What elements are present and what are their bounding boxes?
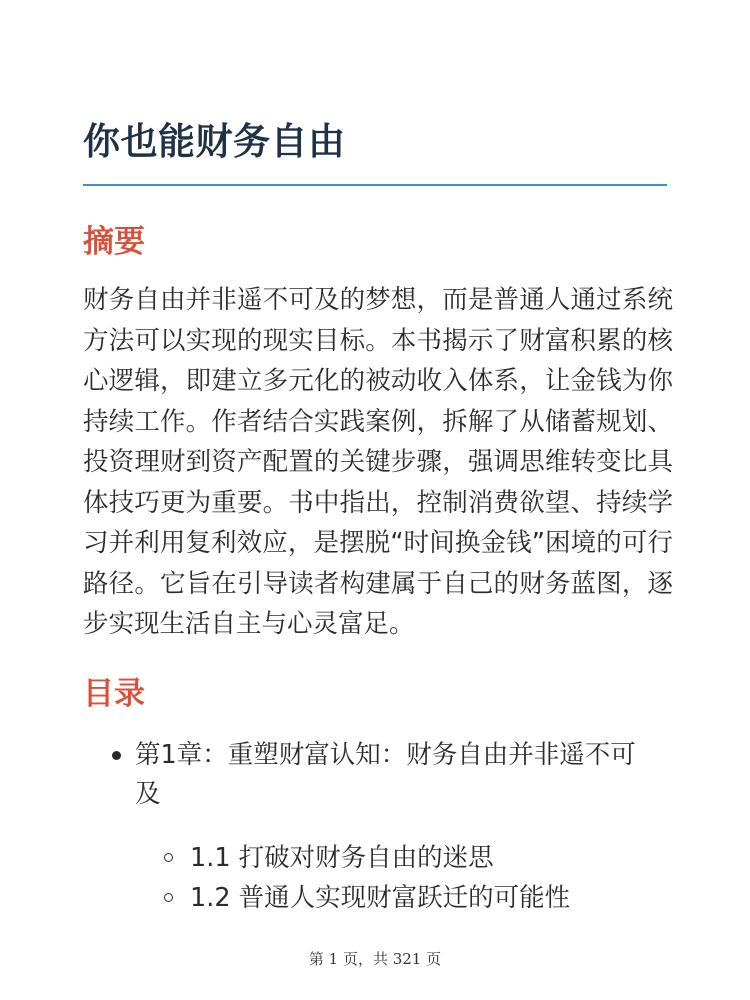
document-title: 你也能财务自由 xyxy=(83,120,346,163)
toc-section-item[interactable] xyxy=(135,838,673,878)
bullet-circle-icon xyxy=(164,853,173,862)
summary-paragraph: 财务自由并非遥不可及的梦想，而是普通人通过系统方法可以实现的现实目标。本书揭示了财富积累的核心逻辑，即建立多元化的被动收入体系，让金钱为你持续工作。作者结合实践案例，拆解了从储蓄规划、投资理财到资产配置的关键步骤，强调思维转变比具体技巧更为重要。书中指出，控制消费欲望、持续学习并利用复利效应，是摆脱“时间换金钱”困境的可行路径。它旨在引导读者构建属于自己的财务蓝图，逐步实现生活自主与心灵富足。 xyxy=(83,285,673,639)
title-divider xyxy=(83,184,667,186)
toc-section-item[interactable] xyxy=(135,878,673,918)
toc-heading: 目录 xyxy=(83,676,145,712)
bullet-disc-icon xyxy=(112,751,121,760)
toc-section-label: 1.2 普通人实现财富跃迁的可能性 xyxy=(190,883,571,913)
page-number-footer: 第 1 页，共 321 页 xyxy=(308,950,442,968)
toc-chapter-label: 第1章：重塑财富认知：财务自由并非遥不可及 xyxy=(135,740,636,809)
bullet-circle-icon xyxy=(164,893,173,902)
toc-chapter-item[interactable] xyxy=(83,736,673,918)
summary-heading: 摘要 xyxy=(83,224,145,260)
toc-list xyxy=(83,736,673,918)
toc-section-list xyxy=(135,838,673,918)
toc-section-label: 1.1 打破对财务自由的迷思 xyxy=(190,843,494,873)
